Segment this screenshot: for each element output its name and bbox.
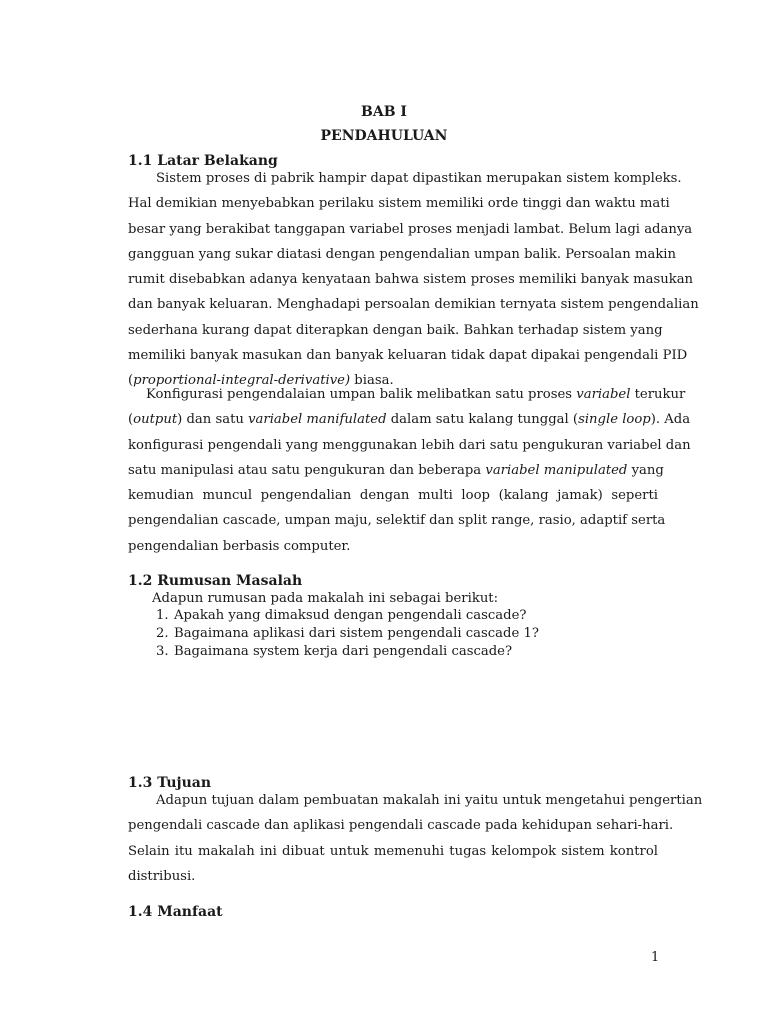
italic-term: variabel manipulated [485,462,628,478]
paragraph-line [128,788,703,813]
text-segment: Konfigurasi pengendalaian umpan balik melibatkan satu proses [146,387,577,402]
paragraph-line [128,839,658,864]
list-item [156,607,539,625]
text-segment: sederhana kurang dapat diterapkan dengan baik. Bahkan terhadap sistem yang [128,322,663,338]
text-segment: ( [128,373,134,389]
text-segment: distribusi. [128,868,196,884]
section-heading-tujuan: 1.3 Tujuan [128,775,212,791]
paragraph-latar-belakang-2 [128,382,691,559]
italic-term: output [133,412,178,428]
text-segment: gangguan yang sukar diatasi dengan pengendalian umpan balik. Persoalan makin [128,246,677,262]
paragraph-line [128,343,688,368]
paragraph-line [128,433,691,458]
list-item [156,643,539,661]
paragraph-line [128,508,666,533]
text-segment: Sistem proses di pabrik hampir dapat dipastikan merupakan sistem kompleks. [156,171,682,186]
italic-term: variabel manifulated [248,412,387,428]
section-heading-latar-belakang: 1.1 Latar Belakang [128,153,278,169]
paragraph-line [128,166,682,191]
text-segment: pengendali cascade dan aplikasi pengendali cascade pada kehidupan sehari-hari. [128,818,674,834]
text-segment: dan banyak keluaran. Menghadapi persoalan demikian ternyata sistem pengendalian [128,297,699,313]
text-segment: ( [128,412,134,428]
text-segment: rumit disebabkan adanya kenyataan bahwa sistem proses memiliki banyak masukan [128,272,694,288]
paragraph-tujuan [128,788,703,889]
rumusan-intro: Adapun rumusan pada makalah ini sebagai berikut: [152,591,499,606]
list-item-number: 1. [156,608,169,623]
section-heading-manfaat: 1.4 Manfaat [128,904,223,920]
paragraph-line [128,458,664,483]
paragraph-line [128,267,694,292]
text-segment: yang [627,462,664,478]
paragraph-line [128,864,658,889]
paragraph-line [128,483,658,508]
list-item-text: Bagaimana aplikasi dari sistem pengendali cascade 1? [174,626,539,641]
text-segment: terukur [630,387,686,402]
italic-term: variabel [576,387,631,402]
paragraph-line [128,534,658,559]
list-item-number: 2. [156,626,169,641]
paragraph-line [128,407,691,432]
paragraph-latar-belakang-1 [128,166,699,394]
section-heading-rumusan-masalah: 1.2 Rumusan Masalah [128,573,303,589]
text-segment: biasa. [350,373,394,389]
italic-term: single loop [578,412,651,428]
text-segment: Selain itu makalah ini dibuat untuk memenuhi tugas kelompok sistem kontrol [128,843,658,859]
paragraph-line [128,292,699,317]
italic-term: proportional-integral-derivative) [133,373,351,389]
rumusan-list [156,607,539,661]
text-segment: memiliki banyak masukan dan banyak keluaran tidak dapat dipakai pengendali PID [128,348,688,364]
text-segment: pengendalian berbasis computer. [128,538,351,554]
paragraph-line [128,813,674,838]
text-segment: ) dan satu [177,412,249,428]
text-segment: ). Ada [650,412,691,428]
text-segment: konfigurasi pengendali yang menggunakan lebih dari satu pengukuran variabel dan [128,437,691,453]
paragraph-line [128,318,663,343]
paragraph-line [128,242,677,267]
list-item-number: 3. [156,644,169,659]
list-item-text: Apakah yang dimaksud dengan pengendali cascade? [174,608,527,623]
list-item-text: Bagaimana system kerja dari pengendali cascade? [174,644,513,659]
chapter-label: BAB I [361,104,407,120]
text-segment: kemudian muncul pengendalian dengan multi loop (kalang jamak) seperti [128,488,658,504]
page-number: 1 [651,950,660,965]
text-segment: besar yang berakibat tanggapan variabel proses menjadi lambat. Belum lagi adanya [128,221,693,237]
paragraph-line [128,191,670,216]
text-segment: pengendalian cascade, umpan maju, selektif dan split range, rasio, adaptif serta [128,513,666,529]
text-segment: Adapun tujuan dalam pembuatan makalah ini yaitu untuk mengetahui pengertian [156,793,703,808]
text-segment: Hal demikian menyebabkan perilaku sistem memiliki orde tinggi dan waktu mati [128,196,670,212]
text-segment: satu manipulasi atau satu pengukuran dan beberapa [128,462,486,478]
chapter-title: PENDAHULUAN [320,128,448,144]
list-item [156,625,539,643]
text-segment: dalam satu kalang tunggal ( [386,412,579,428]
paragraph-line [128,217,693,242]
paragraph-line [128,382,686,407]
